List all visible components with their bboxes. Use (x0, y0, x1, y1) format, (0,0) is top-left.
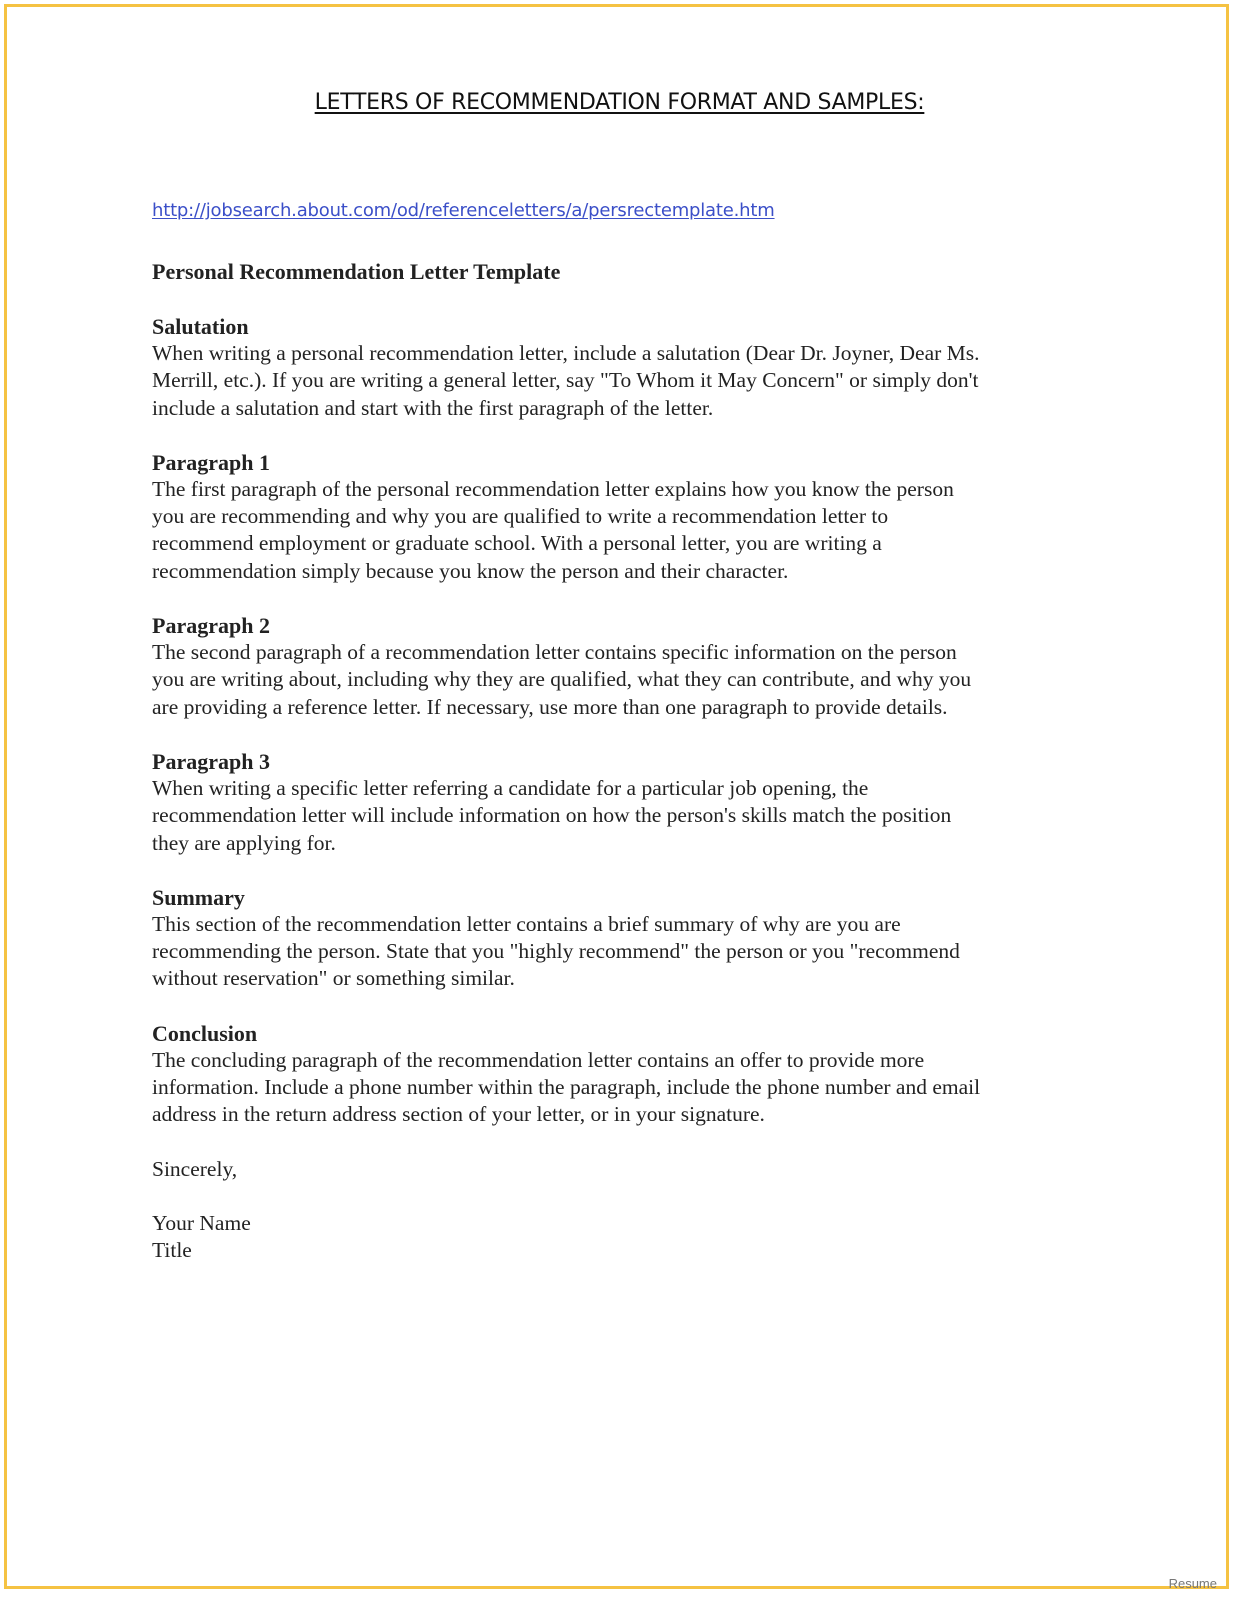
section-paragraph-1 (152, 449, 1092, 585)
template-title: Personal Recommendation Letter Template (152, 259, 561, 284)
body-line: you are writing about, including why they are qualified, what they can contribute, and why you (152, 667, 972, 692)
body-line: When writing a specific letter referring a candidate for a particular job opening, the (152, 775, 869, 800)
section-paragraph-3 (152, 748, 1092, 857)
section-heading: Summary (152, 884, 245, 910)
body-line: recommend employment or graduate school. With a personal letter, you are writing a (152, 531, 882, 556)
source-link[interactable]: http://jobsearch.about.com/od/referenceletters/a/persrectemplate.htm (152, 200, 775, 221)
section-body (152, 1047, 1092, 1129)
section-conclusion (152, 1020, 1092, 1129)
body-line: without reservation" or something similar. (152, 966, 515, 991)
section-summary (152, 884, 1092, 993)
body-line: Merrill, etc.). If you are writing a general letter, say "To Whom it May Concern" or simply don't (152, 368, 979, 393)
body-line: recommendation letter will include information on how the person's skills match the position (152, 803, 952, 828)
watermark: Resume (1168, 1576, 1217, 1591)
body-line: This section of the recommendation letter contains a brief summary of why are you are (152, 911, 901, 936)
document-heading: LETTERS OF RECOMMENDATION FORMAT AND SAMPLES: (314, 90, 925, 115)
body-line: The second paragraph of a recommendation letter contains specific information on the person (152, 640, 957, 665)
section-heading: Paragraph 1 (152, 449, 270, 475)
section-body (152, 911, 1092, 993)
body-line: they are applying for. (152, 830, 336, 855)
letter-template (152, 258, 1092, 1264)
section-heading: Paragraph 2 (152, 613, 270, 639)
body-line: The concluding paragraph of the recommendation letter contains an offer to provide more (152, 1047, 925, 1072)
section-heading: Salutation (152, 314, 249, 339)
body-line: address in the return address section of your letter, or in your signature. (152, 1102, 765, 1127)
body-line: The first paragraph of the personal recommendation letter explains how you know the person (152, 476, 954, 501)
closing: Sincerely, (152, 1156, 238, 1181)
body-line: When writing a personal recommendation letter, include a salutation (Dear Dr. Joyner, Dear Ms. (152, 341, 980, 365)
signature-title: Title (152, 1237, 192, 1262)
section-body (152, 639, 1092, 721)
section-heading: Conclusion (152, 1020, 258, 1046)
signature-name: Your Name (152, 1210, 251, 1235)
section-heading: Paragraph 3 (152, 748, 270, 774)
body-line: information. Include a phone number within the paragraph, include the phone number and email (152, 1075, 981, 1100)
body-line: include a salutation and start with the first paragraph of the letter. (152, 395, 714, 420)
section-salutation (152, 313, 1092, 422)
section-paragraph-2 (152, 612, 1092, 721)
section-body (152, 775, 1092, 857)
body-line: are providing a reference letter. If necessary, use more than one paragraph to provide details. (152, 694, 948, 719)
section-body (152, 340, 1092, 422)
section-body (152, 476, 1092, 585)
body-line: recommendation simply because you know the person and their character. (152, 558, 789, 583)
body-line: recommending the person. State that you "highly recommend" the person or you "recommend (152, 939, 960, 964)
body-line: you are recommending and why you are qualified to write a recommendation letter to (152, 504, 889, 529)
